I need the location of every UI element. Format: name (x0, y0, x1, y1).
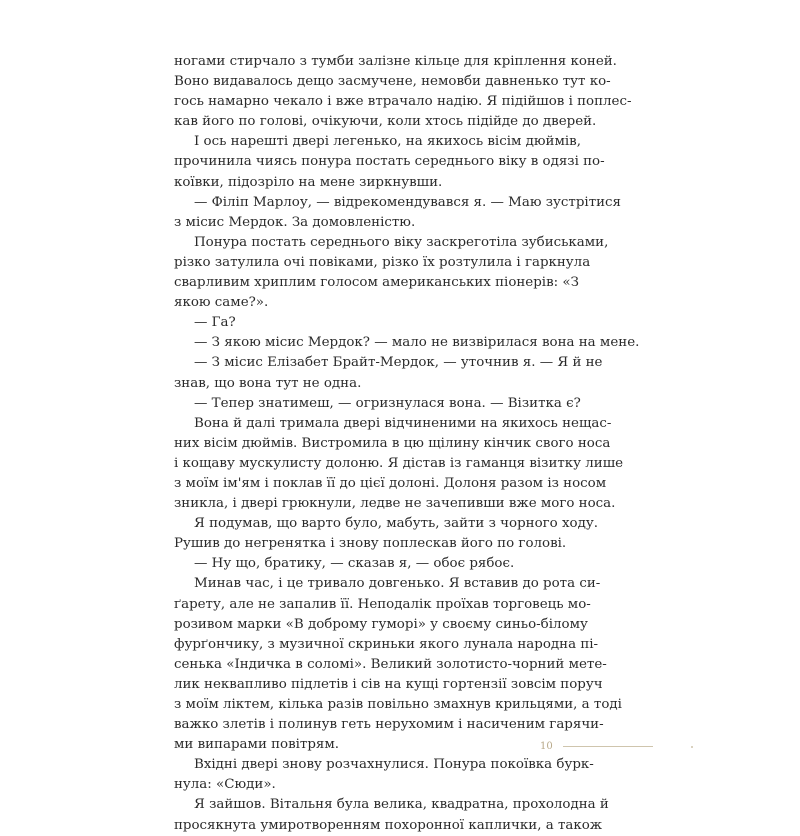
text-line: зникла, і двері грюкнули, ледве не зачепивши вже мого носа. (174, 496, 616, 512)
footer-rule (563, 746, 653, 747)
text-line: Понура постать середнього віку заскреготіла зубиськами, (194, 234, 609, 250)
text-line: важко злетів і полинув геть нерухомим і насиченим гарячи- (174, 717, 604, 733)
text-line: Рушив до негренятка і знову поплескав його по голові. (174, 536, 567, 552)
body-text (174, 52, 640, 836)
text-line: знав, що вона тут не одна. (174, 375, 362, 391)
text-line: — Філіп Марлоу, — відрекомендувався я. — Маю зустрітися (194, 194, 621, 210)
text-line: ґарету, але не запалив її. Неподалік проїхав торговець мо- (174, 596, 591, 612)
page-footer (540, 741, 693, 752)
text-line: з моїм ім'ям і поклав її до цієї долоні. Долоня разом із носом (174, 475, 607, 491)
text-line: — Тепер знатимеш, — огризнулася вона. — Візитка є? (194, 395, 581, 411)
text-line: — З місис Елізабет Брайт-Мердок, — уточнив я. — Я й не (194, 355, 603, 371)
text-line: Я подумав, що варто було, мабуть, зайти з чорного ходу. (194, 516, 598, 532)
footer-dot (691, 746, 693, 748)
text-line: і кощаву мускулисту долоню. Я дістав із гаманця візитку лише (174, 455, 624, 471)
text-line: нула: «Сюди». (174, 777, 276, 793)
text-line: сенька «Індичка в соломі». Великий золотисто-чорний мете- (174, 656, 607, 672)
text-line: прочинила чиясь понура постать середнього віку в одязі по- (174, 154, 605, 170)
text-line: сварливим хриплим голосом американських піонерів: «З (174, 275, 579, 291)
text-line: з моїм ліктем, кілька разів повільно змахнув крильцями, а тоді (174, 697, 622, 712)
text-line: коївки, підозріло на мене зиркнувши. (174, 174, 443, 190)
text-line: з місис Мердок. За домовленістю. (174, 214, 416, 230)
text-line: ногами стирчало з тумби залізне кільце для кріплення коней. (174, 54, 617, 69)
text-line: просякнута умиротворенням похоронної каплички, а також (174, 817, 603, 833)
text-line: Вхідні двері знову розчахнулися. Понура покоївка бурк- (194, 757, 594, 773)
text-line: Воно видавалось дещо засмучене, немовби давненько тут ко- (174, 74, 611, 90)
text-line: Минав час, і це тривало довгенько. Я вставив до рота си- (194, 576, 601, 592)
text-line: фурґончику, з музичної скриньки якого лунала народна пі- (174, 636, 599, 652)
text-line: гось намарно чекало і вже втрачало надію. Я підійшов і поплес- (174, 94, 632, 110)
text-line: І ось нарешті двері легенько, на якихось вісім дюймів, (194, 134, 581, 150)
text-line: — Ну що, братику, — сказав я, — обоє рябоє. (194, 556, 515, 572)
text-line: різко затулила очі повіками, різко їх розтулила і гаркнула (174, 254, 591, 270)
text-line: Вона й далі тримала двері відчиненими на якихось нещас- (194, 415, 612, 431)
text-line: них вісім дюймів. Вистромила в цю щілину кінчик свого носа (174, 435, 611, 451)
page-number: 10 (540, 741, 553, 752)
text-line: лик неквапливо підлетів і сів на кущі гортензії зовсім поруч (174, 676, 603, 692)
text-line: Я зайшов. Вітальня була велика, квадратна, прохолодна й (194, 797, 609, 813)
text-line: розивом марки «В доброму гуморі» у своєму синьо-білому (174, 616, 588, 632)
text-line: ми випарами повітрям. (174, 737, 340, 753)
text-line: кав його по голові, очікуючи, коли хтось підійде до дверей. (174, 114, 597, 130)
text-line: — Га? (194, 315, 236, 331)
text-line: якою саме?». (174, 295, 269, 311)
text-line: — З якою місис Мердок? — мало не визвірилася вона на мене. (194, 335, 640, 351)
